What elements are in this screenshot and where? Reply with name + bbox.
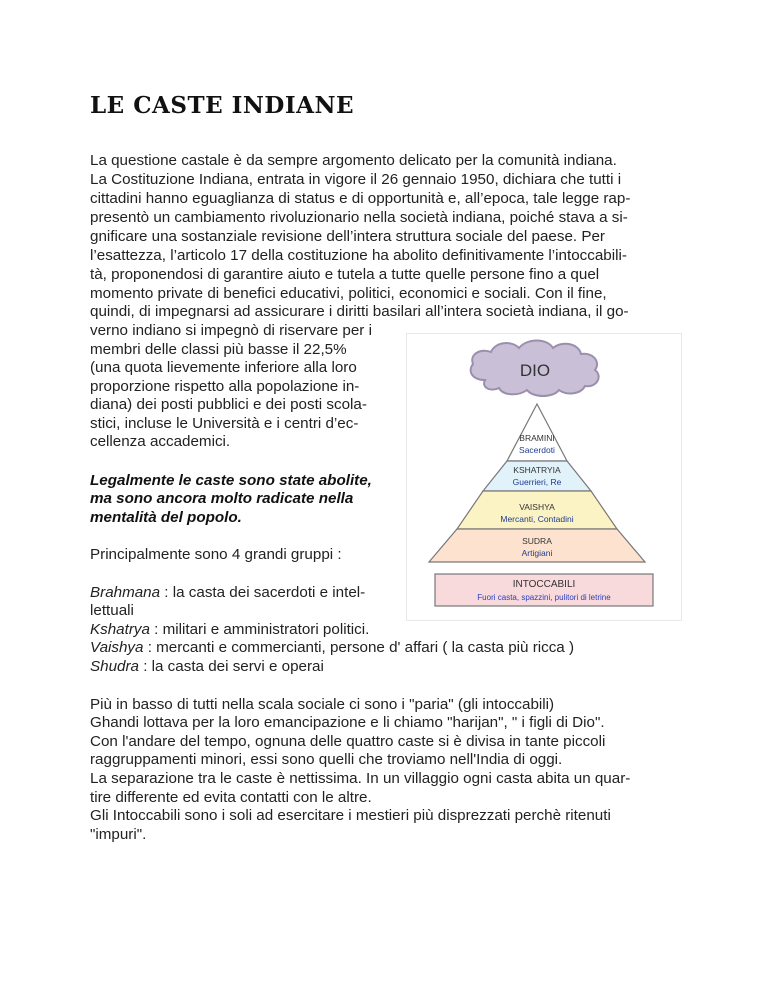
cloud-label: DIO [519,361,551,380]
emphasis-line-2: ma sono ancora molto radicate nella [90,490,354,507]
closing-line-4: raggruppamenti minori, essi sono quelli che troviamo nell'India di oggi. [90,751,563,768]
intro-line-15: stici, incluse le Università e i centri d’ec- [90,415,359,432]
caste-desc: : la casta dei servi e operai [138,658,324,675]
intro-line-7: tà, proponendosi di garantire aiuto e tutela a tutte quelle persone fino a quel [90,266,600,283]
intro-line-16: cellenza accademici. [90,433,231,450]
level-role-sudra: Artigiani [521,548,553,558]
emphasis-line-1: Legalmente le caste sono state abolite, [90,472,372,489]
level-name-bramini: BRAMINI [519,433,555,443]
level-name-vaishya: VAISHYA [519,502,555,512]
groups-intro: Principalmente sono 4 grandi gruppi : [90,546,342,563]
closing-line-2: Ghandi lottava per la loro emancipazione e li chiamo "harijan", " i figli di Dio". [90,714,605,731]
untouchables-name: INTOCCABILI [512,579,576,590]
intro-line-5: gnificare una sostanziale revisione dell’intera struttura sociale del paese. Per [90,228,605,245]
intro-line-12: (una quota lievemente inferiore alla loro [90,359,357,376]
closing-line-6: tire differente ed evita contatti con le altre. [90,789,372,806]
caste-name: Shudra [90,658,139,675]
page-title: LE CASTE INDIANE [90,92,355,119]
closing-line-8: "impuri". [90,826,147,843]
caste-name: Vaishya [90,639,144,656]
closing-line-3: Con l'andare del tempo, ognuna delle quattro caste si è divisa in tante piccoli [90,733,606,750]
intro-line-14: diana) dei posti pubblici e dei posti scola- [90,396,367,413]
level-name-sudra: SUDRA [522,536,552,546]
intro-line-11: membri delle classi più basse il 22,5% [90,341,347,358]
intro-line-13: proporzione rispetto alla popolazione in- [90,378,360,395]
intro-line-4: presentò un cambiamento rivoluzionario nella società indiana, poiché stava a si- [90,209,628,226]
intro-line-10: verno indiano si impegnò di riservare per i [90,322,372,339]
caste-vaishya [90,638,574,657]
intro-line-2: La Costituzione Indiana, entrata in vigore il 26 gennaio 1950, dichiara che tutti i [90,171,622,188]
caste-shudra [90,657,324,676]
level-role-vaishya: Mercanti, Contadini [500,514,574,524]
caste-pyramid-diagram [407,334,681,620]
caste-brahmana [90,583,365,602]
caste-desc: : mercanti e commercianti, persone d' affari ( la casta più ricca ) [143,639,575,656]
intro-line-8: momento private di benefici educativi, politici, economici e sociali. Con il fine, [90,285,607,302]
level-role-kshatryia: Guerrieri, Re [512,477,562,487]
caste-pyramid-figure [406,333,682,621]
intro-line-6: l’esattezza, l’articolo 17 della costituzione ha abolito definitivamente l’intoccabili- [90,247,627,264]
closing-line-5: La separazione tra le caste è nettissima. In un villaggio ogni casta abita un quar- [90,770,631,787]
level-role-bramini: Sacerdoti [519,445,555,455]
level-name-kshatryia: KSHATRYIA [513,465,561,475]
caste-desc: : militari e amministratori politici. [149,621,370,638]
closing-line-1: Più in basso di tutti nella scala sociale ci sono i "paria" (gli intoccabili) [90,696,555,713]
caste-name: Kshatrya [90,621,150,638]
caste-brahmana-cont: lettuali [90,602,134,619]
intro-line-9: quindi, di impegnarsi ad assicurare i diritti basilari all’intera società indiana, il go- [90,303,629,320]
intro-line-1: La questione castale è da sempre argomento delicato per la comunità indiana. [90,152,617,169]
caste-desc: : la casta dei sacerdoti e intel- [160,584,366,601]
closing-line-7: Gli Intoccabili sono i soli ad esercitare i mestieri più disprezzati perchè ritenuti [90,807,611,824]
untouchables-role: Fuori casta, spazzini, pulitori di letrine [477,593,611,602]
caste-name: Brahmana [90,584,161,601]
intro-line-3: cittadini hanno eguaglianza di status e di opportunità e, all’epoca, tale legge rap- [90,190,631,207]
emphasis-line-3: mentalità del popolo. [90,509,242,526]
caste-kshatrya [90,620,369,639]
